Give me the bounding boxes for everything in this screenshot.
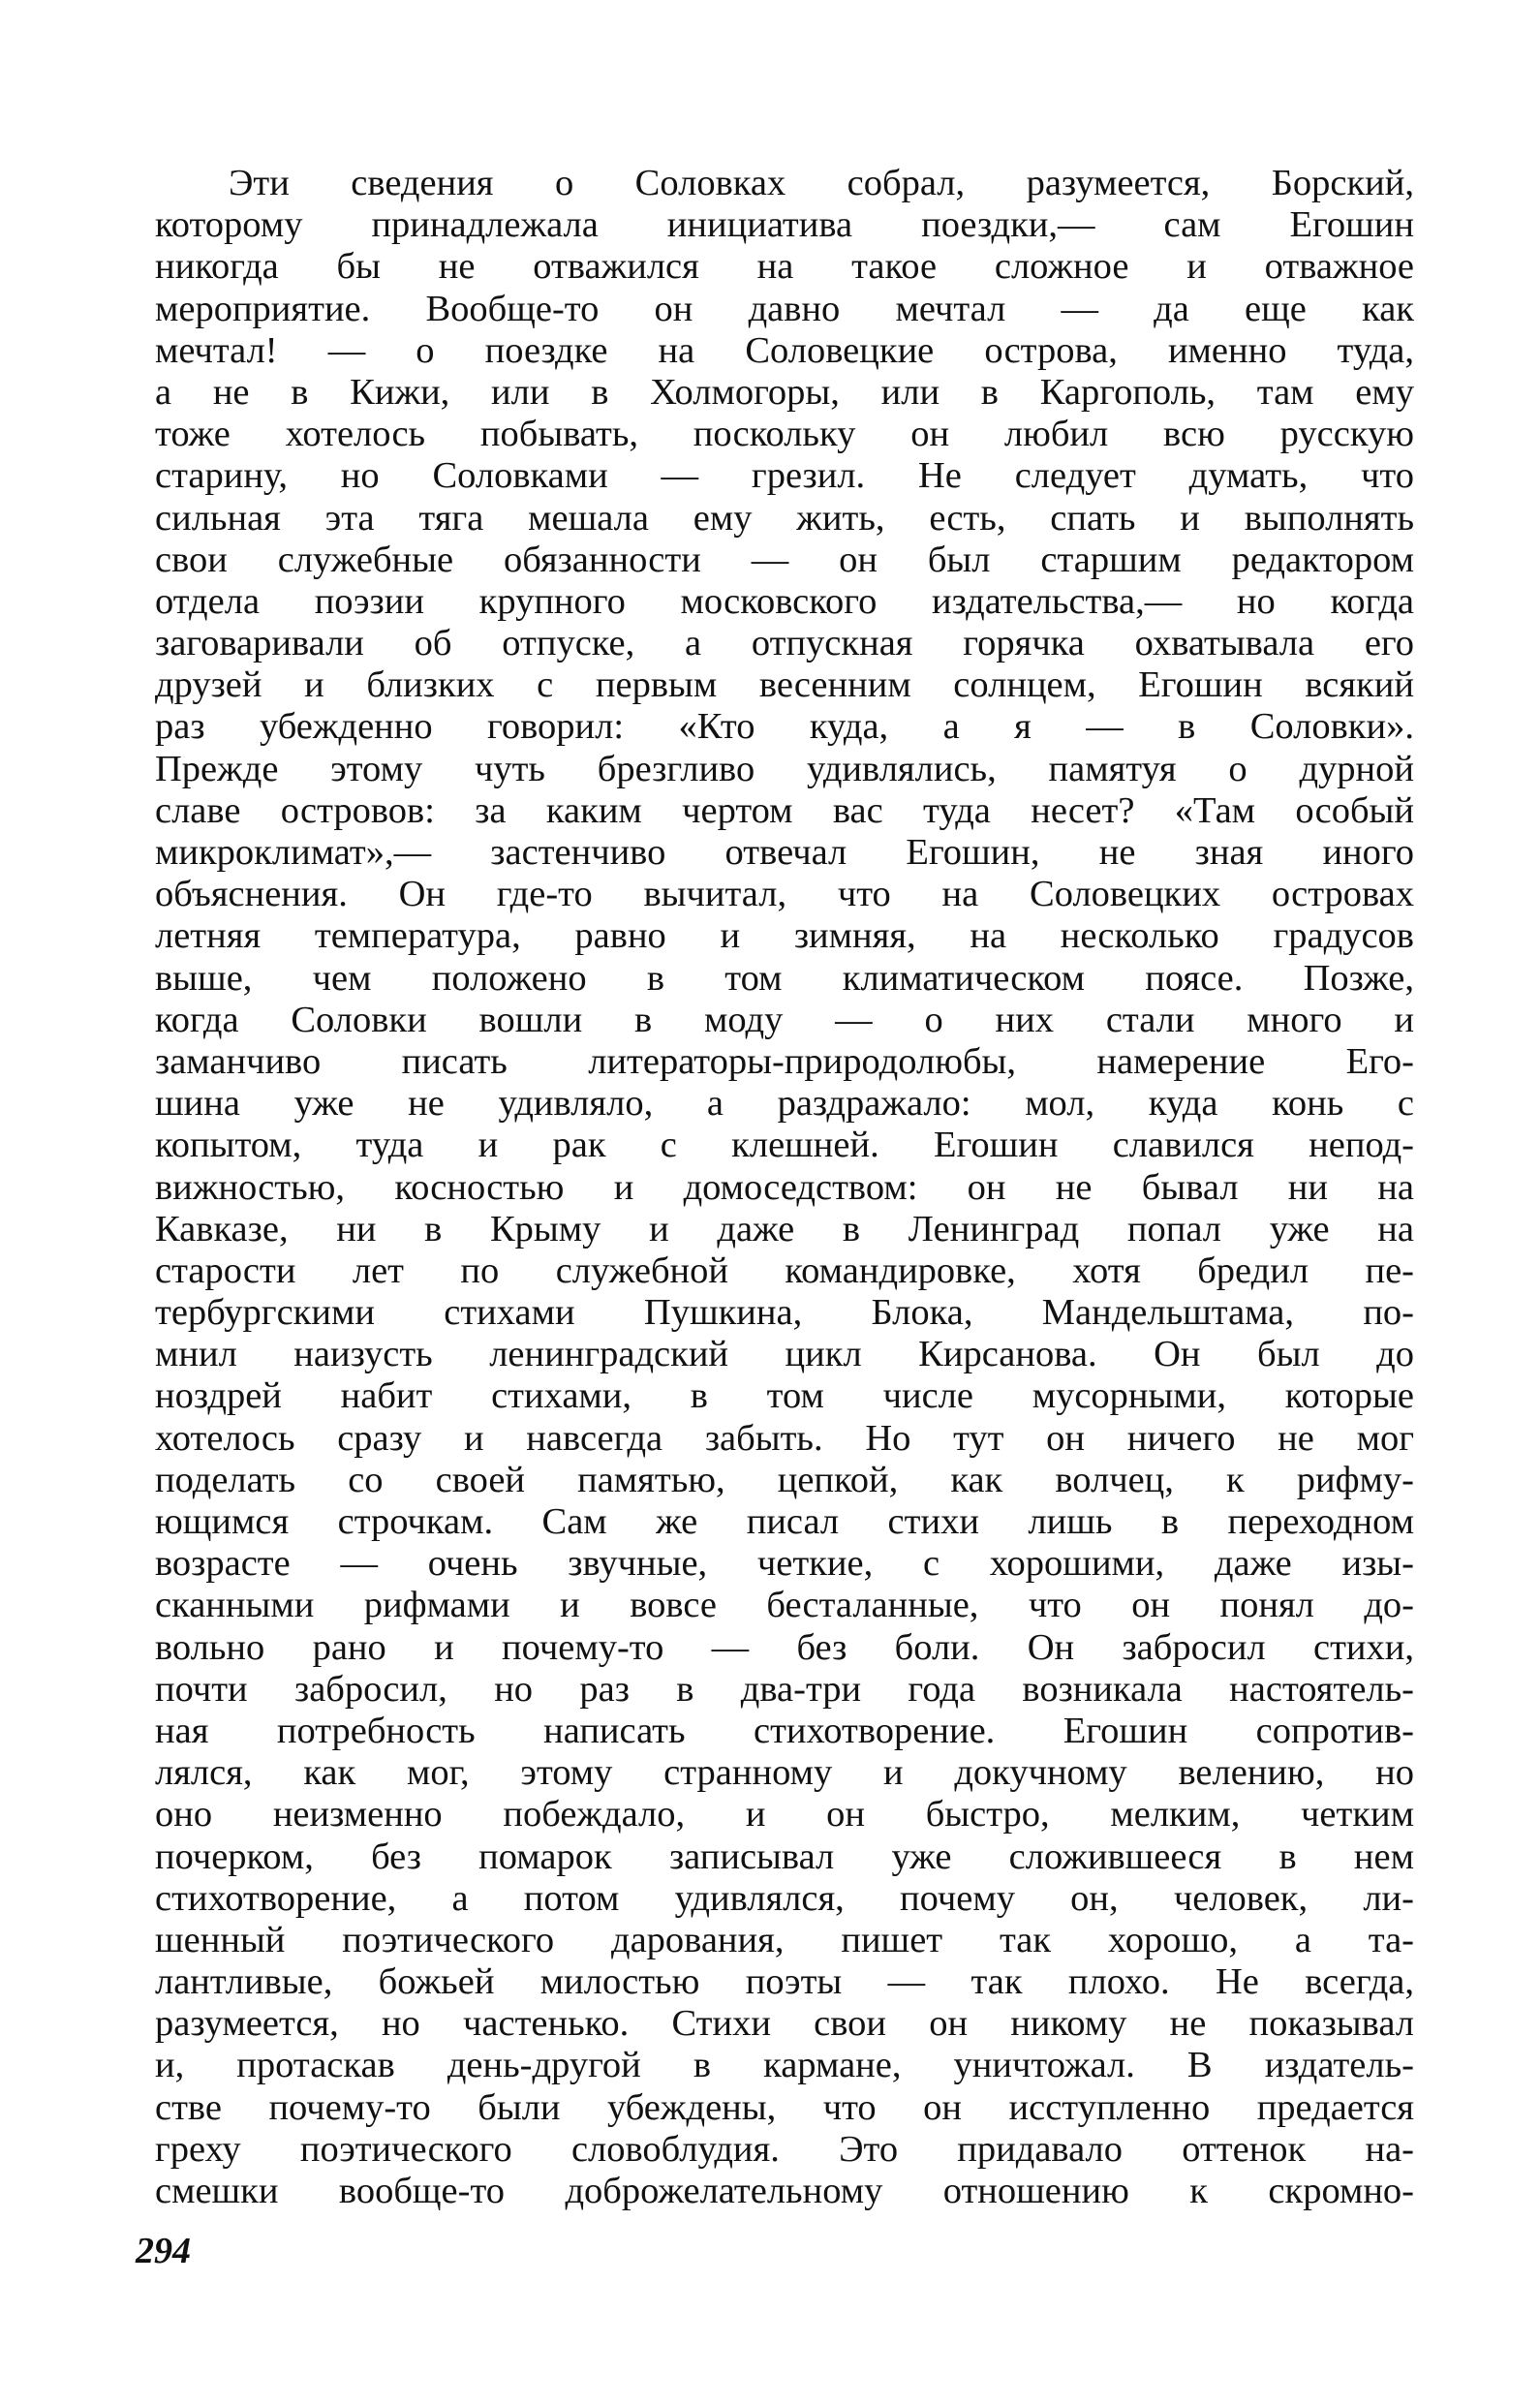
text-line: старости лет по служебной командировке, хотя бредил пе- [155,1249,1414,1291]
text-line: поделать со своей памятью, цепкой, как волчец, к рифму- [155,1459,1414,1500]
text-line: тербургскими стихами Пушкина, Блока, Мандельштама, по- [155,1292,1414,1334]
text-line: ная потребность написать стихотворение. Егошин сопротив- [155,1710,1414,1751]
text-line: вижностью, косностью и домоседством: он не бывал ни на [155,1166,1414,1208]
text-line: стихотворение, а потом удивлялся, почему он, человек, ли- [155,1877,1414,1919]
text-line: заманчиво писать литераторы-природолюбы, намерение Его- [155,1040,1414,1082]
text-line: а не в Кижи, или в Холмогоры, или в Каргополь, там ему [155,371,1414,413]
text-line: оно неизменно побеждало, и он быстро, мелким, четким [155,1794,1414,1835]
text-line: объяснения. Он где-то вычитал, что на Соловецких островах [155,874,1414,915]
text-line: вольно рано и почему-то — без боли. Он забросил стихи, [155,1626,1414,1668]
text-line: Эти сведения о Соловках собрал, разумеется, Борский, [229,163,1414,203]
text-line: Кавказе, ни в Крыму и даже в Ленинград попал уже на [155,1208,1414,1249]
text-line: почти забросил, но раз в два-три года возникала настоятель- [155,1668,1414,1710]
text-line: разумеется, но частенько. Стихи свои он никому не показывал [155,2003,1414,2045]
body-text [155,163,1414,2212]
text-line: выше, чем положено в том климатическом поясе. Позже, [155,957,1414,999]
text-line: лялся, как мог, этому странному и докучному велению, но [155,1752,1414,1794]
text-line: возрасте — очень звучные, четкие, с хорошими, даже изы- [155,1543,1414,1585]
text-line: тоже хотелось побывать, поскольку он любил всю русскую [155,414,1414,455]
text-line: стве почему-то были убеждены, что он исступленно предается [155,2086,1414,2128]
text-line: раз убежденно говорил: «Кто куда, а я — в Соловки». [155,706,1414,748]
text-line: которому принадлежала инициатива поездки,— сам Егошин [155,204,1414,246]
text-line: шенный поэтического дарования, пишет так хорошо, а та- [155,1919,1414,1960]
text-line: греху поэтического словоблудия. Это придавало оттенок на- [155,2128,1414,2170]
text-line: Прежде этому чуть брезгливо удивлялись, памятуя о дурной [155,748,1414,789]
text-line: ющимся строчкам. Сам же писал стихи лишь в переходном [155,1501,1414,1542]
text-line: заговаривали об отпуске, а отпускная горячка охватывала его [155,623,1414,664]
text-line: ноздрей набит стихами, в том числе мусорными, которые [155,1375,1414,1417]
text-line: сильная эта тяга мешала ему жить, есть, спать и выполнять [155,497,1414,539]
text-line: друзей и близких с первым весенним солнцем, Егошин всякий [155,664,1414,706]
page-number: 294 [136,2231,191,2271]
text-line: когда Соловки вошли в моду — о них стали много и [155,999,1414,1040]
text-line: сканными рифмами и вовсе бесталанные, что он понял до- [155,1585,1414,1626]
text-line: мечтал! — о поездке на Соловецкие острова, именно туда, [155,329,1414,371]
text-line: свои служебные обязанности — он был старшим редактором [155,539,1414,580]
text-line: шина уже не удивляло, а раздражало: мол, куда конь с [155,1083,1414,1125]
text-line: старину, но Соловками — грезил. Не следует думать, что [155,455,1414,497]
text-line: мероприятие. Вообще-то он давно мечтал — да еще как [155,288,1414,329]
text-line: лантливые, божьей милостью поэты — так плохо. Не всегда, [155,1961,1414,2003]
text-line: копытом, туда и рак с клешней. Егошин славился непод- [155,1125,1414,1166]
text-line: и, протаскав день-другой в кармане, уничтожал. В издатель- [155,2045,1414,2086]
text-line: летняя температура, равно и зимняя, на несколько градусов [155,915,1414,957]
text-line: никогда бы не отважился на такое сложное и отважное [155,246,1414,288]
text-line: смешки вообще-то доброжелательному отношению к скромно- [155,2171,1414,2211]
text-line: славе островов: за каким чертом вас туда несет? «Там особый [155,789,1414,831]
text-line: почерком, без помарок записывал уже сложившееся в нем [155,1835,1414,1877]
text-line: хотелось сразу и навсегда забыть. Но тут он ничего не мог [155,1417,1414,1459]
text-line: мнил наизусть ленинградский цикл Кирсанова. Он был до [155,1334,1414,1375]
text-line: микроклимат»,— застенчиво отвечал Егошин, не зная иного [155,832,1414,873]
text-line: отдела поэзии крупного московского издательства,— но когда [155,580,1414,622]
